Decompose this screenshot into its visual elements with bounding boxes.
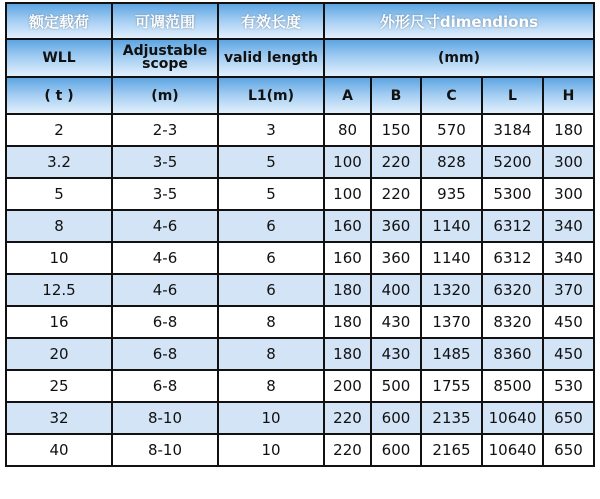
table-row xyxy=(6,178,594,210)
dim-h-cell: 650 xyxy=(543,402,594,434)
dim-l-cell: 3184 xyxy=(482,114,543,146)
dim-h-cell: 370 xyxy=(543,274,594,306)
dim-b-cell: 600 xyxy=(371,402,421,434)
dim-a-cell: 80 xyxy=(324,114,371,146)
scope-english-line1: Adjustable xyxy=(122,43,208,59)
length-cell: 8 xyxy=(218,370,324,402)
dim-l-cell: 8500 xyxy=(482,370,543,402)
scope-cell: 6-8 xyxy=(112,306,218,338)
length-unit-header: L1(m) xyxy=(218,77,324,114)
header-row-english xyxy=(6,39,594,77)
dim-a-cell: 200 xyxy=(324,370,371,402)
dim-l-cell: 6312 xyxy=(482,210,543,242)
length-chinese-header: 有效长度 xyxy=(218,3,324,39)
length-cell: 8 xyxy=(218,338,324,370)
dim-h-cell: 530 xyxy=(543,370,594,402)
scope-cell: 8-10 xyxy=(112,402,218,434)
table-row xyxy=(6,434,594,466)
dim-a-header: A xyxy=(324,77,371,114)
dim-a-cell: 180 xyxy=(324,274,371,306)
table-row xyxy=(6,402,594,434)
table-row xyxy=(6,338,594,370)
dim-c-cell: 570 xyxy=(421,114,482,146)
dim-c-cell: 1320 xyxy=(421,274,482,306)
dim-c-cell: 1140 xyxy=(421,242,482,274)
dim-c-cell: 828 xyxy=(421,146,482,178)
scope-cell: 6-8 xyxy=(112,338,218,370)
wll-unit-header: ( t ) xyxy=(6,77,112,114)
dim-c-cell: 1755 xyxy=(421,370,482,402)
table-row xyxy=(6,242,594,274)
dim-b-header: B xyxy=(371,77,421,114)
dim-a-cell: 180 xyxy=(324,338,371,370)
dim-b-cell: 430 xyxy=(371,338,421,370)
table-body xyxy=(6,114,594,466)
dim-h-cell: 180 xyxy=(543,114,594,146)
table-row xyxy=(6,146,594,178)
scope-cell: 3-5 xyxy=(112,146,218,178)
length-cell: 3 xyxy=(218,114,324,146)
dim-a-cell: 160 xyxy=(324,242,371,274)
table-row xyxy=(6,210,594,242)
scope-cell: 4-6 xyxy=(112,274,218,306)
dim-c-cell: 1140 xyxy=(421,210,482,242)
table-row xyxy=(6,370,594,402)
scope-cell: 3-5 xyxy=(112,178,218,210)
dim-l-cell: 10640 xyxy=(482,402,543,434)
wll-chinese-header: 额定载荷 xyxy=(6,3,112,39)
length-cell: 6 xyxy=(218,242,324,274)
table-row xyxy=(6,114,594,146)
dim-h-cell: 300 xyxy=(543,178,594,210)
dim-b-cell: 600 xyxy=(371,434,421,466)
wll-cell: 25 xyxy=(6,370,112,402)
scope-english-header xyxy=(112,39,218,77)
dim-c-cell: 935 xyxy=(421,178,482,210)
length-cell: 10 xyxy=(218,434,324,466)
dim-a-cell: 180 xyxy=(324,306,371,338)
dim-a-cell: 100 xyxy=(324,178,371,210)
wll-cell: 3.2 xyxy=(6,146,112,178)
dim-c-cell: 1485 xyxy=(421,338,482,370)
wll-cell: 20 xyxy=(6,338,112,370)
dim-c-header: C xyxy=(421,77,482,114)
header-row-chinese xyxy=(6,3,594,39)
dim-b-cell: 150 xyxy=(371,114,421,146)
scope-english-line2: scope xyxy=(142,56,188,72)
dim-a-cell: 220 xyxy=(324,402,371,434)
dim-b-cell: 400 xyxy=(371,274,421,306)
wll-cell: 16 xyxy=(6,306,112,338)
dim-a-cell: 100 xyxy=(324,146,371,178)
dim-l-cell: 8360 xyxy=(482,338,543,370)
scope-cell: 4-6 xyxy=(112,210,218,242)
dim-b-cell: 360 xyxy=(371,210,421,242)
dim-b-cell: 500 xyxy=(371,370,421,402)
dim-l-cell: 5200 xyxy=(482,146,543,178)
dim-b-cell: 360 xyxy=(371,242,421,274)
dim-h-cell: 340 xyxy=(543,242,594,274)
dim-a-cell: 160 xyxy=(324,210,371,242)
dim-b-cell: 220 xyxy=(371,178,421,210)
dim-h-cell: 650 xyxy=(543,434,594,466)
dim-b-cell: 220 xyxy=(371,146,421,178)
specification-table xyxy=(5,2,595,467)
dim-l-cell: 10640 xyxy=(482,434,543,466)
wll-cell: 2 xyxy=(6,114,112,146)
dimensions-unit-header: (mm) xyxy=(324,39,594,77)
wll-english-header: WLL xyxy=(6,39,112,77)
dim-a-cell: 220 xyxy=(324,434,371,466)
dim-c-cell: 2135 xyxy=(421,402,482,434)
dim-l-cell: 5300 xyxy=(482,178,543,210)
dim-l-cell: 6320 xyxy=(482,274,543,306)
dim-l-cell: 6312 xyxy=(482,242,543,274)
wll-cell: 5 xyxy=(6,178,112,210)
wll-cell: 32 xyxy=(6,402,112,434)
length-cell: 5 xyxy=(218,178,324,210)
length-cell: 6 xyxy=(218,274,324,306)
dim-h-cell: 450 xyxy=(543,306,594,338)
scope-cell: 6-8 xyxy=(112,370,218,402)
length-cell: 10 xyxy=(218,402,324,434)
dim-b-cell: 430 xyxy=(371,306,421,338)
scope-cell: 2-3 xyxy=(112,114,218,146)
table-row xyxy=(6,306,594,338)
wll-cell: 40 xyxy=(6,434,112,466)
wll-cell: 12.5 xyxy=(6,274,112,306)
length-cell: 5 xyxy=(218,146,324,178)
scope-chinese-header: 可调范围 xyxy=(112,3,218,39)
dim-h-cell: 450 xyxy=(543,338,594,370)
dim-h-header: H xyxy=(543,77,594,114)
length-english-header: valid length xyxy=(218,39,324,77)
header-row-units xyxy=(6,77,594,114)
dim-l-cell: 8320 xyxy=(482,306,543,338)
wll-cell: 8 xyxy=(6,210,112,242)
length-cell: 8 xyxy=(218,306,324,338)
table-header xyxy=(6,3,594,114)
dimensions-chinese-header: 外形尺寸dimendions xyxy=(324,3,594,39)
scope-cell: 4-6 xyxy=(112,242,218,274)
scope-unit-header: (m) xyxy=(112,77,218,114)
table-row xyxy=(6,274,594,306)
dim-h-cell: 340 xyxy=(543,210,594,242)
dim-c-cell: 1370 xyxy=(421,306,482,338)
length-cell: 6 xyxy=(218,210,324,242)
wll-cell: 10 xyxy=(6,242,112,274)
scope-cell: 8-10 xyxy=(112,434,218,466)
dim-l-header: L xyxy=(482,77,543,114)
dim-c-cell: 2165 xyxy=(421,434,482,466)
dim-h-cell: 300 xyxy=(543,146,594,178)
